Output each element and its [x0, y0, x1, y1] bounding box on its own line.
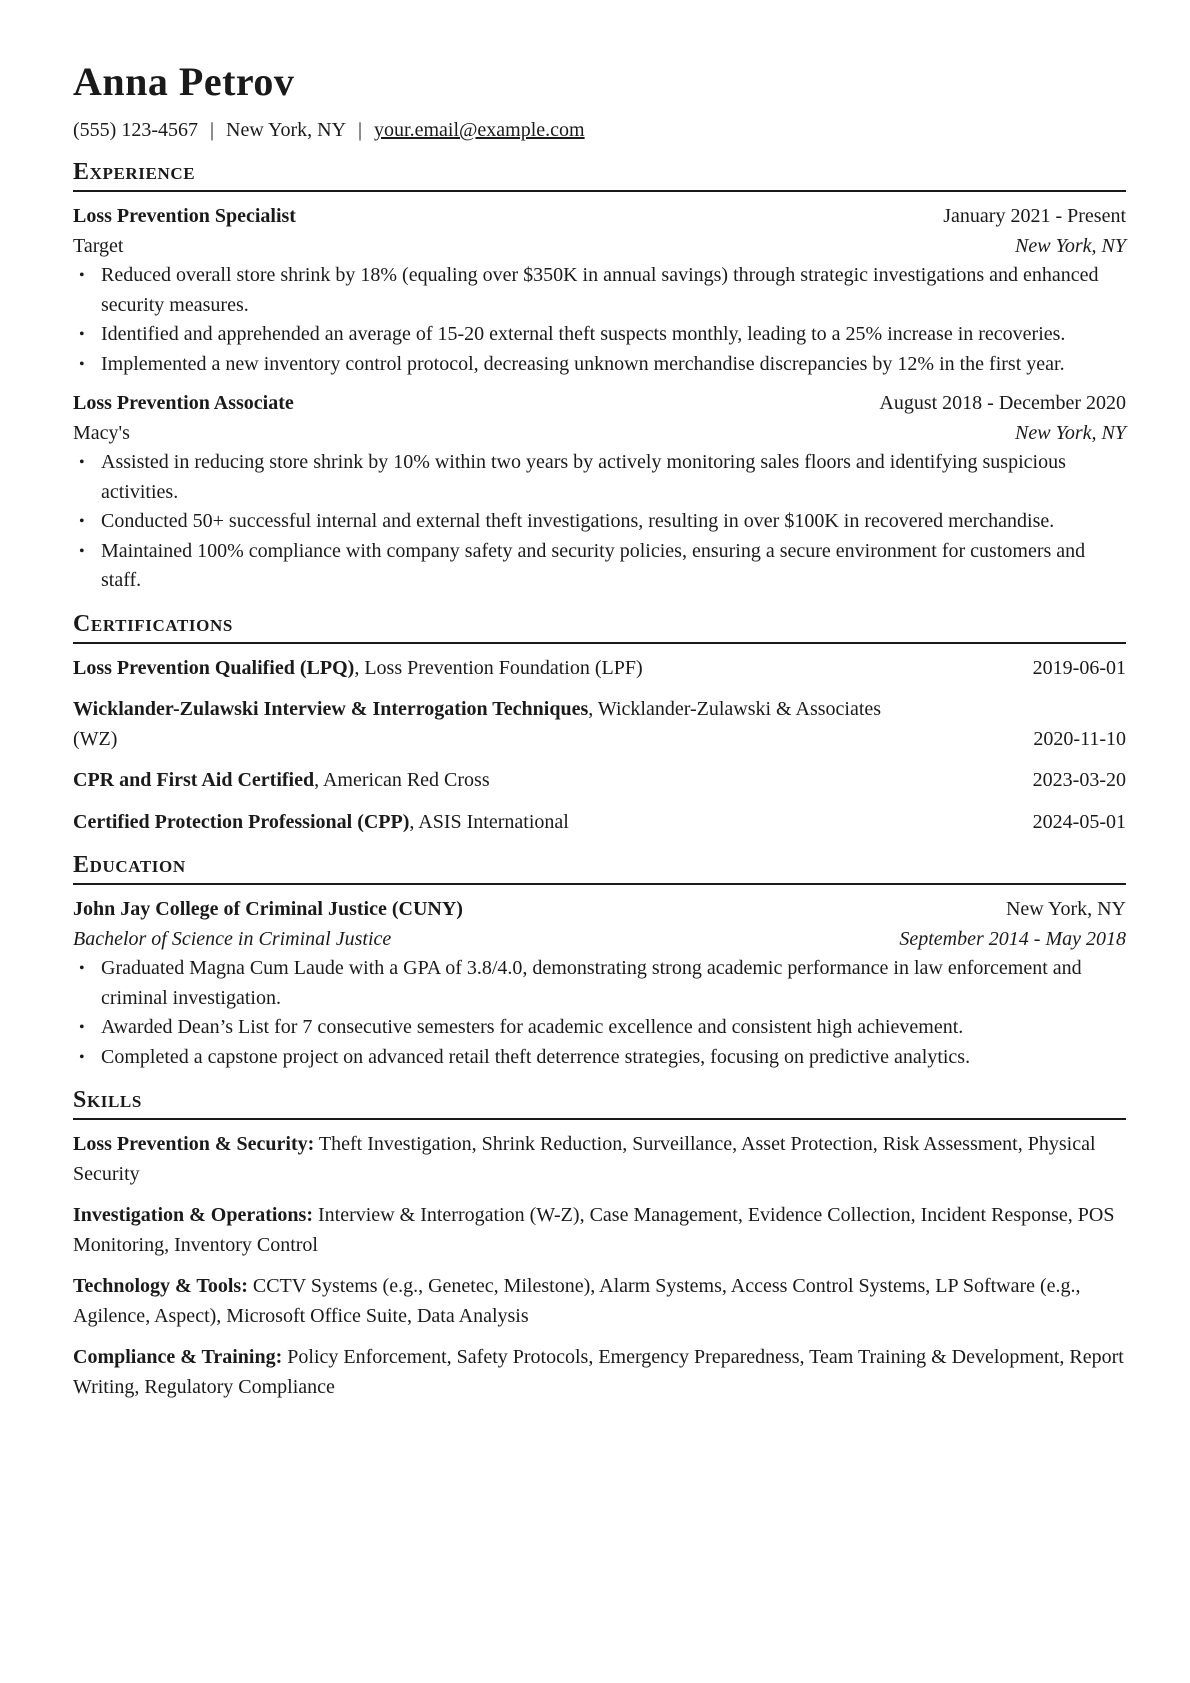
education-section [73, 851, 1126, 1072]
certification-item [73, 695, 1126, 754]
resume-page [73, 58, 1126, 1414]
skill-group [73, 1272, 1126, 1331]
bullet-icon: • [79, 542, 85, 560]
skill-label: Loss Prevention & Security: [73, 1133, 315, 1155]
job-title: Loss Prevention Associate [73, 392, 294, 414]
bullet-list [73, 448, 1126, 596]
skill-label: Investigation & Operations: [73, 1204, 313, 1226]
bullet-icon: • [79, 326, 85, 343]
job-dates: August 2018 - December 2020 [879, 392, 1126, 414]
list-item: • Identified and apprehended an average of 15-20 external theft suspects monthly, leading to a 25% increase in recoveries. [101, 320, 1126, 350]
bullet-icon: • [79, 513, 85, 530]
cert-issuer: , American Red Cross [314, 769, 490, 791]
list-item: • Conducted 50+ successful internal and external theft investigations, resulting in over $100K in recovered merchandise. [101, 507, 1126, 537]
job-location: New York, NY [1015, 234, 1126, 257]
bullet-icon: • [79, 454, 85, 471]
section-title-skills: Skills [73, 1086, 1126, 1120]
bullet-icon: • [79, 960, 85, 977]
cert-date: 2020-11-10 [1033, 727, 1126, 750]
job-entry [73, 389, 1126, 596]
phone: (555) 123-4567 [73, 119, 198, 141]
skill-items: Policy Enforcement, Safety Protocols, Emergency Preparedness, Team Training & Development, Report Writing, Regulatory Compliance [73, 1346, 1124, 1398]
cert-name: Loss Prevention Qualified (LPQ) [73, 656, 355, 679]
list-item: • Awarded Dean’s List for 7 consecutive semesters for academic excellence and consistent high achievement. [101, 1013, 1126, 1043]
bullet-icon: • [79, 1019, 85, 1036]
education-dates: September 2014 - May 2018 [899, 927, 1126, 950]
skill-group [73, 1130, 1126, 1189]
bullet-icon: • [79, 355, 85, 373]
section-title-education: Education [73, 851, 1126, 885]
cert-date: 2019-06-01 [1032, 656, 1126, 679]
list-item: • Completed a capstone project on advanced retail theft deterrence strategies, focusing on predictive analytics. [101, 1043, 1126, 1073]
contact-line [73, 116, 1126, 144]
job-location: New York, NY [1015, 421, 1126, 444]
job-dates: January 2021 - Present [943, 205, 1126, 227]
certification-item [73, 654, 1126, 684]
section-title-certifications: Certifications [73, 610, 1126, 644]
degree: Bachelor of Science in Criminal Justice [73, 927, 392, 950]
bullet-list [73, 954, 1126, 1072]
certification-item [73, 766, 1126, 796]
cert-issuer: , ASIS International [409, 810, 569, 833]
location: New York, NY [226, 119, 347, 141]
candidate-name: Anna Petrov [73, 59, 295, 104]
education-entry [73, 895, 1126, 1072]
skill-items: Theft Investigation, Shrink Reduction, Surveillance, Asset Protection, Risk Assessment, Physical Security [73, 1133, 1096, 1185]
company: Macy's [73, 421, 130, 444]
separator: | [209, 119, 214, 141]
skill-items: CCTV Systems (e.g., Genetec, Milestone), Alarm Systems, Access Control Systems, LP Software (e.g., Agilence, Aspect), Microsoft Office Suite, Data Analysis [73, 1275, 1081, 1327]
certifications-section [73, 610, 1126, 838]
cert-issuer-cont: (WZ) [73, 727, 118, 750]
skills-section [73, 1086, 1126, 1402]
cert-name: Wicklander-Zulawski Interview & Interrogation Techniques [73, 698, 589, 720]
skill-label: Technology & Tools: [73, 1275, 248, 1297]
list-item: • Maintained 100% compliance with company safety and security policies, ensuring a secure environment for customers and staff. [101, 537, 1126, 596]
cert-date: 2023-03-20 [1032, 769, 1126, 791]
list-item: • Graduated Magna Cum Laude with a GPA of 3.8/4.0, demonstrating strong academic performance in law enforcement and criminal investigation. [101, 954, 1126, 1013]
certification-item [73, 808, 1126, 838]
skill-label: Compliance & Training: [73, 1346, 283, 1368]
section-title-experience: Experience [73, 158, 1126, 192]
bullet-list [73, 261, 1126, 379]
bullet-icon: • [79, 1048, 85, 1066]
skill-group [73, 1343, 1126, 1402]
cert-issuer: , Wicklander-Zulawski & Associates [588, 698, 882, 720]
bullet-icon: • [79, 267, 85, 284]
school-name: John Jay College of Criminal Justice (CUNY) [73, 898, 463, 920]
skill-group [73, 1201, 1126, 1260]
company: Target [73, 234, 124, 257]
cert-date: 2024-05-01 [1032, 810, 1126, 833]
email-link[interactable]: your.email@example.com [374, 119, 585, 141]
cert-name: CPR and First Aid Certified [73, 769, 315, 791]
school-location: New York, NY [1005, 898, 1126, 920]
list-item: • Reduced overall store shrink by 18% (equaling over $350K in annual savings) through strategic investigations and enhanced security measures. [101, 261, 1126, 320]
separator: | [358, 119, 363, 141]
list-item: • Implemented a new inventory control protocol, decreasing unknown merchandise discrepancies by 12% in the first year. [101, 350, 1126, 380]
skill-items: Interview & Interrogation (W-Z), Case Management, Evidence Collection, Incident Response, POS Monitoring, Inventory Control [73, 1204, 1115, 1256]
job-entry [73, 202, 1126, 379]
list-item: • Assisted in reducing store shrink by 10% within two years by actively monitoring sales floors and identifying suspicious activities. [101, 448, 1126, 507]
job-title: Loss Prevention Specialist [73, 205, 296, 227]
experience-section [73, 158, 1126, 596]
cert-issuer: , Loss Prevention Foundation (LPF) [354, 656, 643, 679]
cert-name: Certified Protection Professional (CPP) [73, 810, 410, 833]
